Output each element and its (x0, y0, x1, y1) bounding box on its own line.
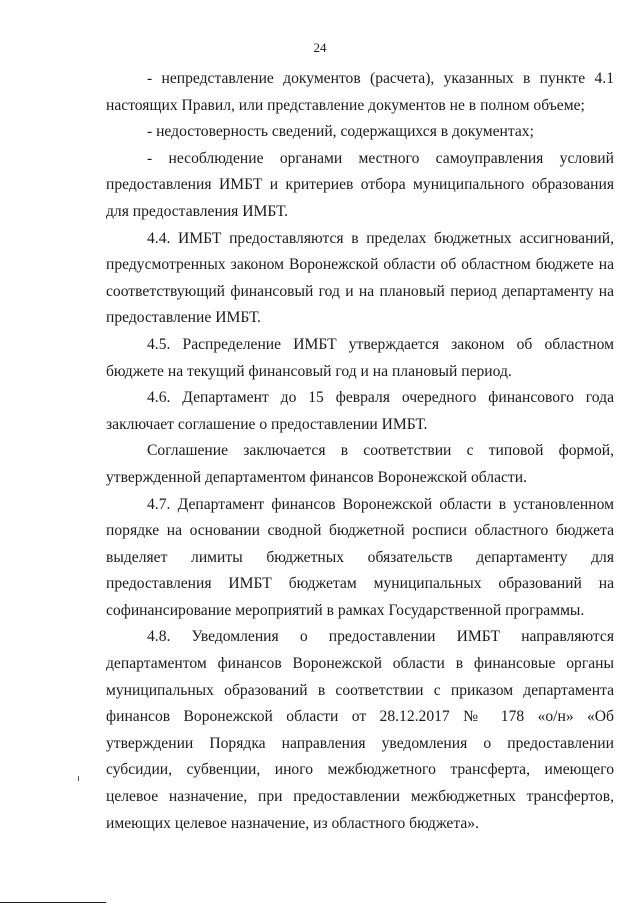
paragraph-4-7: 4.7. Департамент финансов Воронежской области в установленном порядке на основании сводной бюджетной росписи областного бюджета выделяет лимиты бюджетных обязательств департаменту для предоставления ИМБТ бюджетам муниципальных образований на софинансирование мероприятий в рамках Государственной программы. (106, 495, 614, 619)
paragraph-item-non-submission: - непредставление документов (расчета), указанных в пункте 4.1 настоящих Правил, или представление документов не в полном объеме; (106, 70, 614, 114)
paragraph-item-non-compliance: - несоблюдение органами местного самоуправления условий предоставления ИМБТ и критериев отбора муниципального образования для предоставления ИМБТ. (106, 149, 614, 220)
paragraph-4-5: 4.5. Распределение ИМБТ утверждается законом об областном бюджете на текущий финансовый год и на плановый период. (106, 335, 614, 380)
paragraph-agreement-form: Соглашение заключается в соответствии с типовой формой, утвержденной департаментом финансов Воронежской области. (106, 442, 614, 486)
paragraph-4-8: 4.8. Уведомления о предоставлении ИМБТ направляются департаментом финансов Воронежской области в финансовые органы муниципальных образований в соответствии с приказом департамента финансов Воронежской области от 28.12.2017 № 178 «о/н» «Об утверждении Порядка направления уведомления о предоставлении субсидии, субвенции, иного межбюджетного трансферта, имеющего целевое назначение, при предоставлении межбюджетных трансфертов, имеющих целевое назначение, из областного бюджета». (106, 628, 614, 832)
footer-rule (0, 902, 106, 903)
paragraph-4-4: 4.4. ИМБТ предоставляются в пределах бюджетных ассигнований, предусмотренных законом Воронежской области об областном бюджете на соответствующий финансовый год и на плановый период департаменту на предоставление ИМБТ. (106, 229, 614, 327)
margin-mark (78, 776, 79, 781)
paragraph-4-6: 4.6. Департамент до 15 февраля очередного финансового года заключает соглашение о предоставлении ИМБТ. (106, 389, 614, 433)
paragraph-item-unreliable-info: - недостоверность сведений, содержащихся в документах; (147, 123, 534, 141)
page-number: 24 (313, 40, 327, 55)
document-body (106, 66, 614, 837)
